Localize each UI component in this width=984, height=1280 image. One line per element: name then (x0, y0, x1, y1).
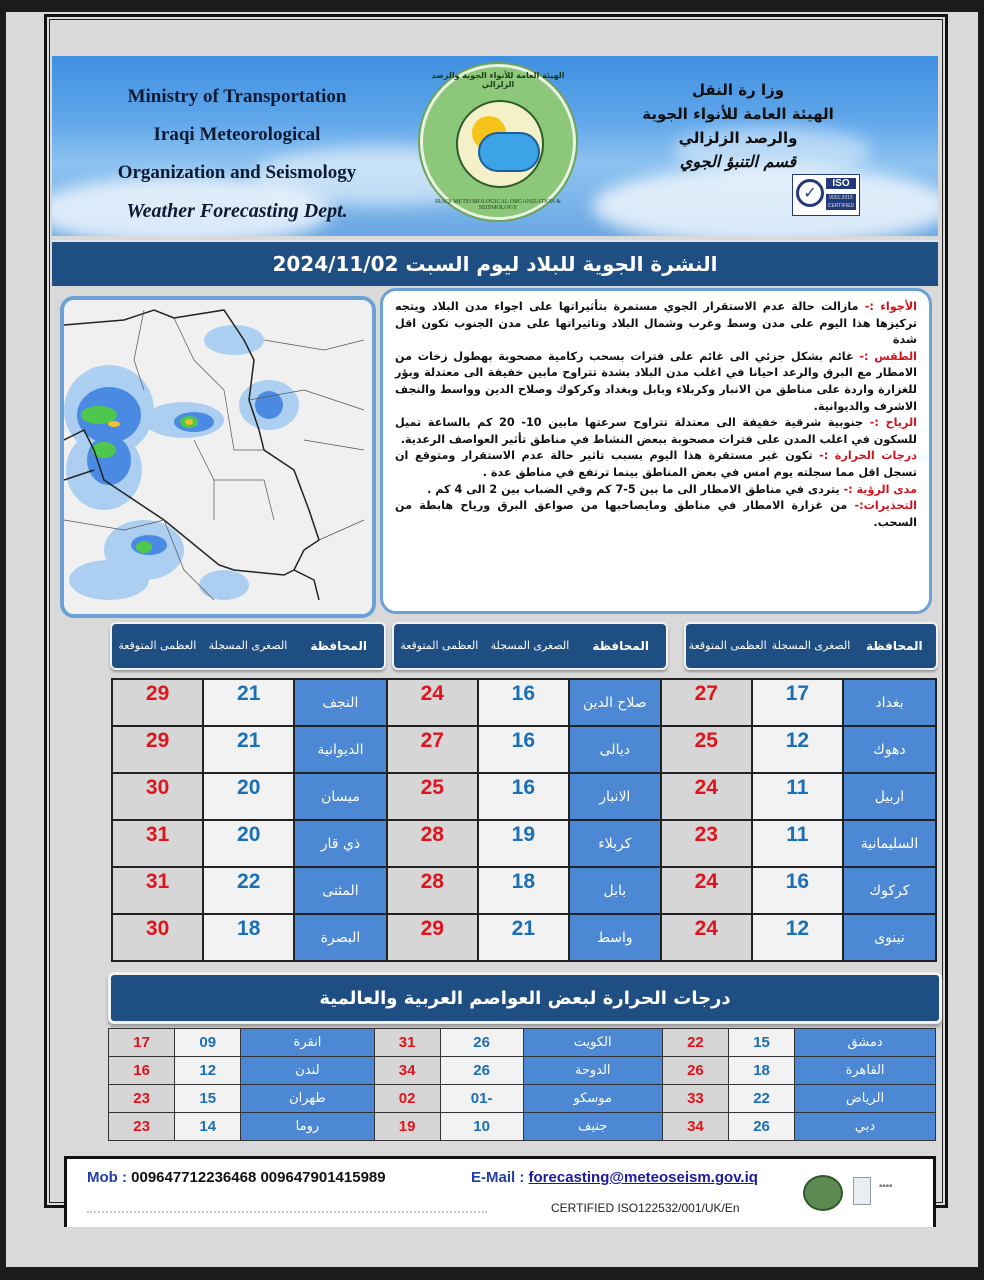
governorate-name: النجف (294, 679, 386, 726)
arabic-org-name (608, 78, 868, 174)
min-temp: 09 (175, 1029, 241, 1057)
city-name: طهران (241, 1085, 374, 1113)
table-row (112, 914, 936, 961)
min-temp: 16 (478, 773, 569, 820)
meteorology-logo-icon (420, 64, 576, 220)
governorate-name: ذي قار (294, 820, 386, 867)
table-row (112, 867, 936, 914)
header-governorate: المحافظة (866, 639, 923, 653)
max-temp: 25 (661, 726, 752, 773)
max-temp: 23 (109, 1085, 175, 1113)
precipitation-map-icon (60, 296, 376, 618)
min-temp: 26 (728, 1113, 794, 1141)
city-name: الرياض (795, 1085, 936, 1113)
forecast-paragraph-weather: الطقس :- غائم بشكل جزئي الى غائم على فترات بسحب ركامية مصحوبة بهطول زخات من الامطار مع البرق والرعد احيانا في اغلب مدن البلاد بشدة تتراوح مابين خفيفة الى معتدلة وبؤر للغزارة واردة على مناطق من الانبار وكربلاء وبابل وبغداد وكركوك وصلاح الدين وواسط والنجف الاشرف والديوانية. (395, 349, 918, 413)
min-temp: 10 (440, 1113, 523, 1141)
forecast-paragraph-temperature: درجات الحرارة :- تكون غير مستقرة هذا اليوم بسبب تاثير حالة عدم الاستقرار ومتوقع ان تسجل اقل مما سجلته يوم امس في بعض المناطق بينما ترتفع في مناطق عدة . (395, 449, 917, 479)
max-temp: 19 (374, 1113, 440, 1141)
min-temp: 15 (175, 1085, 241, 1113)
min-temp: 12 (175, 1057, 241, 1085)
min-temp: 21 (478, 914, 569, 961)
max-temp: 24 (661, 773, 752, 820)
table-header-group-2 (392, 622, 668, 670)
certification-logo-icon (853, 1177, 871, 1205)
capitals-title: درجات الحرارة لبعض العواصم العربية والعالمية (319, 987, 731, 1009)
footer (64, 1156, 936, 1227)
min-temp: 12 (752, 914, 843, 961)
mobile-value: 009647712236468 009647901415989 (131, 1169, 386, 1186)
city-name: موسكو (523, 1085, 662, 1113)
min-temp: 21 (203, 679, 294, 726)
city-name: دمشق (795, 1029, 936, 1057)
email-label: E-Mail : (471, 1169, 525, 1186)
ministry-name-ar: وزا رة النقل (691, 81, 785, 99)
table-row (109, 1057, 936, 1085)
max-temp: 28 (387, 820, 478, 867)
governorate-name: الديوانية (294, 726, 386, 773)
min-temp: 11 (752, 773, 843, 820)
max-temp: 31 (112, 820, 203, 867)
certification-text: CERTIFIED ISO122532/001/UK/En (551, 1201, 740, 1215)
min-temp: 17 (752, 679, 843, 726)
iso-label: ISO (826, 178, 856, 189)
max-temp: 24 (661, 914, 752, 961)
max-temp: 28 (387, 867, 478, 914)
governorate-name: واسط (569, 914, 661, 961)
min-temp: 16 (478, 679, 569, 726)
governorate-name: السليمانية (843, 820, 936, 867)
min-temp: -01 (440, 1085, 523, 1113)
max-temp: 29 (112, 726, 203, 773)
max-temp: 23 (661, 820, 752, 867)
min-temp: 15 (728, 1029, 794, 1057)
email-link[interactable]: forecasting@meteoseism.gov.iq (528, 1169, 758, 1186)
min-temp: 12 (752, 726, 843, 773)
dept-name-ar: قسم التنبؤ الجوي (679, 152, 797, 171)
min-temp: 21 (203, 726, 294, 773)
min-temp: 16 (478, 726, 569, 773)
min-temp: 18 (203, 914, 294, 961)
english-org-name (92, 78, 382, 230)
header-min-recorded: الصغرى المسجلة (490, 639, 570, 652)
max-temp: 17 (109, 1029, 175, 1057)
max-temp: 31 (374, 1029, 440, 1057)
dept-name-en: Weather Forecasting Dept. (126, 200, 348, 222)
governorate-name: صلاح الدين (569, 679, 661, 726)
table-row (109, 1113, 936, 1141)
table-row (109, 1029, 936, 1057)
header-governorate: المحافظة (592, 639, 649, 653)
table-row (112, 679, 936, 726)
iso-badge (792, 174, 860, 216)
table-row (112, 726, 936, 773)
org-name-ar-2: والرصد الزلزالي (678, 129, 798, 147)
accreditation-logo-icon: ▪▪▪▪ (879, 1183, 893, 1189)
min-temp: 26 (440, 1057, 523, 1085)
cloud-icon (478, 132, 540, 172)
forecast-paragraph-visibility: مدى الرؤية :- يتردى في مناطق الامطار الى ما بين 5-7 كم وفي الضباب بين 2 الى 4 كم . (427, 482, 917, 496)
table-header-group-1 (684, 622, 938, 670)
header-banner (52, 56, 938, 236)
capitals-title-bar (108, 972, 942, 1024)
mobile-label: Mob : (87, 1169, 127, 1186)
header-max-expected: العظمى المتوقعة (118, 639, 197, 652)
max-temp: 29 (112, 679, 203, 726)
bulletin-title: النشرة الجوية للبلاد ليوم السبت 2024/11/02 (272, 252, 718, 276)
forecast-paragraph-winds: الرياح :- جنوبية شرقية خفيفة الى معتدلة تتراوح سرعتها مابين 10- 20 كم بالساعة تميل للسكون في اغلب المدن على فترات مصحوبة ببعض النشاط في مناطق تأثير العواصف الرعدية. (395, 416, 917, 446)
max-temp: 22 (662, 1029, 728, 1057)
governorate-name: الانبار (569, 773, 661, 820)
min-temp: 19 (478, 820, 569, 867)
max-temp: 33 (662, 1085, 728, 1113)
min-temp: 22 (203, 867, 294, 914)
max-temp: 30 (112, 914, 203, 961)
governorate-name: كربلاء (569, 820, 661, 867)
max-temp: 02 (374, 1085, 440, 1113)
min-temp: 16 (752, 867, 843, 914)
header-max-expected: العظمى المتوقعة (688, 639, 767, 652)
forecast-text-box (380, 288, 932, 614)
max-temp: 23 (109, 1113, 175, 1141)
checkmark-icon: ✓ (796, 179, 824, 207)
governorate-name: دهوك (843, 726, 936, 773)
org-name-ar-1: الهيئة العامة للأنواء الجوية (642, 105, 834, 123)
city-name: دبي (795, 1113, 936, 1141)
table-row (109, 1085, 936, 1113)
min-temp: 11 (752, 820, 843, 867)
min-temp: 14 (175, 1113, 241, 1141)
max-temp: 29 (387, 914, 478, 961)
governorate-name: ميسان (294, 773, 386, 820)
footer-divider (87, 1211, 487, 1213)
min-temp: 22 (728, 1085, 794, 1113)
governorate-name: بابل (569, 867, 661, 914)
max-temp: 34 (374, 1057, 440, 1085)
city-name: لندن (241, 1057, 374, 1085)
city-name: جنيف (523, 1113, 662, 1141)
forecast-paragraph-warnings: التحذيرات:- من غزارة الامطار في مناطق ومايصاحبها من صواعق البرق ورياح هابطة من السحب. (395, 499, 917, 529)
logo-ring-text-ar: الهيئة العامة للأنواء الجوية والرصد الزلزالي (431, 71, 565, 89)
table-header-group-3 (110, 622, 386, 670)
governorate-name: اربيل (843, 773, 936, 820)
max-temp: 24 (387, 679, 478, 726)
header-max-expected: العظمى المتوقعة (400, 639, 479, 652)
max-temp: 27 (387, 726, 478, 773)
min-temp: 26 (440, 1029, 523, 1057)
table-row (112, 773, 936, 820)
header-min-recorded: الصغرى المسجلة (771, 639, 851, 652)
min-temp: 18 (478, 867, 569, 914)
min-temp: 20 (203, 820, 294, 867)
bulletin-title-bar (52, 240, 938, 286)
city-name: القاهرة (795, 1057, 936, 1085)
city-name: الدوحة (523, 1057, 662, 1085)
max-temp: 26 (662, 1057, 728, 1085)
org-name-en-1: Iraqi Meteorological (153, 124, 321, 145)
capitals-table (108, 1028, 936, 1141)
max-temp: 27 (661, 679, 752, 726)
table-row (112, 820, 936, 867)
email (471, 1169, 758, 1186)
max-temp: 16 (109, 1057, 175, 1085)
iso-sub: 9001:2015 CERTIFIED (827, 195, 855, 209)
city-name: روما (241, 1113, 374, 1141)
header-governorate: المحافظة (310, 639, 367, 653)
max-temp: 34 (662, 1113, 728, 1141)
org-seal-icon (803, 1175, 843, 1211)
city-name: انقرة (241, 1029, 374, 1057)
org-name-en-2: Organization and Seismology (117, 162, 357, 183)
governorates-table (111, 678, 937, 962)
min-temp: 20 (203, 773, 294, 820)
max-temp: 30 (112, 773, 203, 820)
ministry-name-en: Ministry of Transportation (127, 86, 347, 107)
max-temp: 31 (112, 867, 203, 914)
mobile-numbers (87, 1169, 386, 1186)
min-temp: 18 (728, 1057, 794, 1085)
forecast-paragraph-atmosphere: الأجواء :- مازالت حالة عدم الاستقرار الجوي مستمرة بتأثيراتها على اجواء مدن البلاد ويتجه تركيزها هذا اليوم على مدن وسط وغرب وشمال البلاد وتاثيراتها على مدن الجنوب تكون اقل شدة (395, 300, 917, 347)
logo-ring-text-en: IRAQI METEOROLOGICAL ORGANIZATION & SEISMOLOGY (435, 199, 561, 211)
max-temp: 25 (387, 773, 478, 820)
governorate-name: ديالى (569, 726, 661, 773)
governorate-name: بغداد (843, 679, 936, 726)
governorate-name: البصرة (294, 914, 386, 961)
governorate-name: نينوى (843, 914, 936, 961)
city-name: الكويت (523, 1029, 662, 1057)
governorate-name: المثنى (294, 867, 386, 914)
max-temp: 24 (661, 867, 752, 914)
governorate-name: كركوك (843, 867, 936, 914)
header-min-recorded: الصغرى المسجلة (208, 639, 288, 652)
